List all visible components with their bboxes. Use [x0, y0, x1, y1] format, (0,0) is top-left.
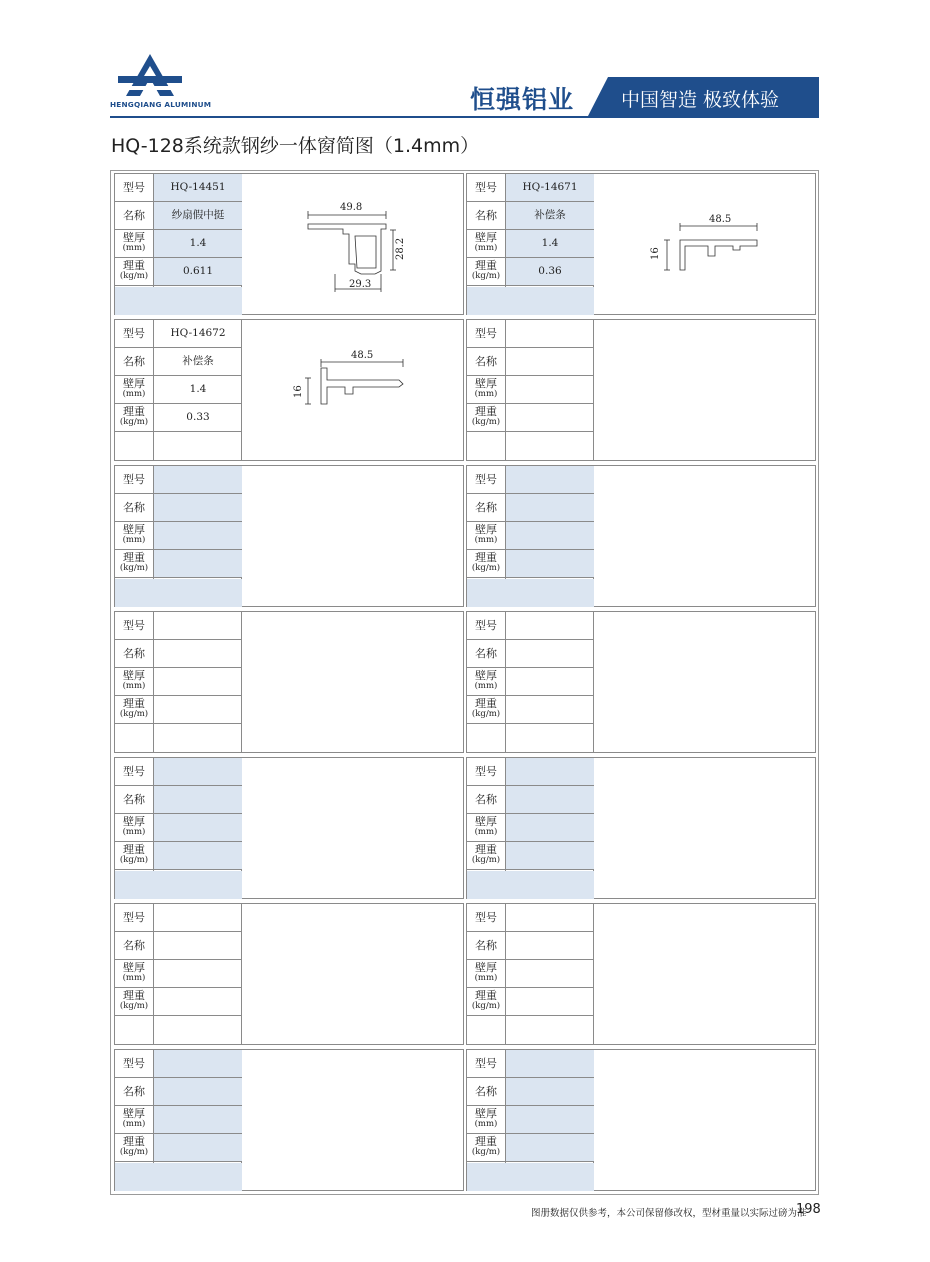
- model-label: 型号: [115, 904, 153, 932]
- profile-card: [466, 465, 816, 607]
- model-value: [506, 466, 594, 494]
- name-label: 名称: [115, 786, 153, 814]
- profile-drawing-area: [595, 174, 815, 314]
- model-value: [154, 1050, 242, 1078]
- model-label: 型号: [467, 612, 505, 640]
- model-value: [154, 612, 242, 640]
- thickness-label: 壁厚 (mm): [115, 814, 153, 842]
- thickness-label: 壁厚 (mm): [467, 668, 505, 696]
- model-value: [506, 758, 594, 786]
- thickness-value: [154, 1106, 242, 1134]
- blank-row: [467, 871, 594, 899]
- dim-width: 48.5: [709, 214, 732, 225]
- thickness-label: 壁厚 (mm): [467, 376, 505, 404]
- thickness-label: 壁厚 (mm): [467, 230, 505, 258]
- weight-value: [154, 842, 242, 870]
- dim-height: 16: [293, 385, 304, 398]
- model-label: 型号: [467, 1050, 505, 1078]
- model-value: [506, 320, 594, 348]
- profile-drawing-area: [595, 320, 815, 460]
- model-value: [506, 612, 594, 640]
- weight-label: 理重 (kg/m): [115, 404, 153, 432]
- page-title: HQ-128系统款钢纱一体窗简图（1.4mm）: [111, 135, 480, 157]
- label-column: [467, 904, 505, 1017]
- name-value: [154, 494, 242, 522]
- thickness-value: [506, 814, 594, 842]
- label-column: [115, 758, 153, 871]
- thickness-value: [506, 1106, 594, 1134]
- dim-height: 28.2: [395, 237, 406, 260]
- thickness-label: 壁厚 (mm): [467, 1106, 505, 1134]
- weight-label: 理重 (kg/m): [467, 258, 505, 286]
- weight-label: 理重 (kg/m): [115, 842, 153, 870]
- thickness-label: 壁厚 (mm): [115, 1106, 153, 1134]
- blank-row: [115, 725, 242, 753]
- model-label: 型号: [115, 758, 153, 786]
- name-value: [506, 932, 594, 960]
- model-value: HQ-14672: [154, 320, 242, 348]
- profile-drawing-area: [595, 466, 815, 606]
- weight-value: [506, 404, 594, 432]
- model-label: 型号: [115, 612, 153, 640]
- model-label: 型号: [115, 174, 153, 202]
- label-column: [115, 1050, 153, 1163]
- thickness-label: 壁厚 (mm): [467, 960, 505, 988]
- profile-card: [466, 903, 816, 1045]
- blank-row: [115, 287, 242, 315]
- blank-row: [115, 871, 242, 899]
- profile-card: [114, 173, 464, 315]
- profile-drawing-area: [243, 758, 463, 898]
- name-value: 补偿条: [506, 202, 594, 230]
- blank-row: [467, 287, 594, 315]
- profile-drawing-area: [243, 612, 463, 752]
- label-column: [115, 612, 153, 725]
- name-label: 名称: [115, 932, 153, 960]
- thickness-value: [154, 522, 242, 550]
- thickness-value: 1.4: [506, 230, 594, 258]
- name-value: [154, 786, 242, 814]
- profile-drawing-hq-14451: [243, 174, 463, 314]
- thickness-value: 1.4: [154, 230, 242, 258]
- weight-value: [154, 1134, 242, 1162]
- weight-value: [506, 696, 594, 724]
- blank-row: [467, 725, 594, 753]
- model-label: 型号: [467, 904, 505, 932]
- profile-drawing-area: [595, 758, 815, 898]
- model-label: 型号: [115, 466, 153, 494]
- model-value: [506, 904, 594, 932]
- label-column: [467, 174, 505, 287]
- model-value: [154, 758, 242, 786]
- profile-drawing-area: [595, 904, 815, 1044]
- name-label: 名称: [115, 640, 153, 668]
- name-value: [154, 1078, 242, 1106]
- thickness-value: [506, 960, 594, 988]
- model-value: HQ-14671: [506, 174, 594, 202]
- thickness-value: [506, 668, 594, 696]
- profile-card: [114, 757, 464, 899]
- model-value: [506, 1050, 594, 1078]
- label-column: [115, 174, 153, 287]
- name-label: 名称: [467, 786, 505, 814]
- weight-label: 理重 (kg/m): [115, 550, 153, 578]
- profile-drawing-hq-14672: [243, 320, 463, 460]
- label-column: [467, 612, 505, 725]
- profile-card: [114, 1049, 464, 1191]
- model-label: 型号: [115, 1050, 153, 1078]
- name-label: 名称: [115, 1078, 153, 1106]
- label-column: [467, 1050, 505, 1163]
- page-number: 198: [796, 1202, 821, 1217]
- thickness-value: 1.4: [154, 376, 242, 404]
- name-label: 名称: [467, 932, 505, 960]
- name-label: 名称: [467, 348, 505, 376]
- weight-value: [506, 1134, 594, 1162]
- name-value: [506, 786, 594, 814]
- label-column: [115, 320, 153, 433]
- profile-card: [466, 319, 816, 461]
- name-value: [506, 640, 594, 668]
- profile-drawing-area: [243, 320, 463, 460]
- name-value: [506, 494, 594, 522]
- weight-label: 理重 (kg/m): [115, 988, 153, 1016]
- name-label: 名称: [115, 202, 153, 230]
- weight-value: 0.33: [154, 404, 242, 432]
- profile-card: [466, 611, 816, 753]
- dim-width: 49.8: [340, 202, 363, 213]
- profile-drawing-area: [243, 174, 463, 314]
- profile-card: [466, 757, 816, 899]
- model-label: 型号: [467, 758, 505, 786]
- dim-width: 48.5: [351, 350, 374, 361]
- thickness-label: 壁厚 (mm): [115, 522, 153, 550]
- thickness-value: [506, 522, 594, 550]
- weight-label: 理重 (kg/m): [115, 696, 153, 724]
- model-value: [154, 466, 242, 494]
- profile-card: [114, 903, 464, 1045]
- name-label: 名称: [467, 202, 505, 230]
- weight-value: [154, 696, 242, 724]
- weight-value: 0.611: [154, 258, 242, 286]
- weight-value: [506, 550, 594, 578]
- blank-row: [467, 1017, 594, 1045]
- model-label: 型号: [467, 174, 505, 202]
- name-label: 名称: [115, 494, 153, 522]
- name-label: 名称: [467, 640, 505, 668]
- weight-value: [506, 842, 594, 870]
- weight-label: 理重 (kg/m): [467, 988, 505, 1016]
- model-value: HQ-14451: [154, 174, 242, 202]
- blank-row: [467, 579, 594, 607]
- model-label: 型号: [467, 466, 505, 494]
- label-column: [467, 320, 505, 433]
- profile-card: [466, 173, 816, 315]
- blank-row: [115, 579, 242, 607]
- name-label: 名称: [115, 348, 153, 376]
- profile-card: [114, 465, 464, 607]
- name-label: 名称: [467, 494, 505, 522]
- name-value: 补偿条: [154, 348, 242, 376]
- thickness-label: 壁厚 (mm): [467, 814, 505, 842]
- profile-drawing-area: [243, 904, 463, 1044]
- label-column: [115, 904, 153, 1017]
- blank-row: [115, 433, 242, 461]
- name-value: 纱扇假中挺: [154, 202, 242, 230]
- thickness-value: [154, 960, 242, 988]
- weight-label: 理重 (kg/m): [115, 258, 153, 286]
- model-label: 型号: [115, 320, 153, 348]
- thickness-value: [506, 376, 594, 404]
- profile-card: [114, 319, 464, 461]
- name-value: [154, 932, 242, 960]
- model-label: 型号: [467, 320, 505, 348]
- thickness-label: 壁厚 (mm): [115, 668, 153, 696]
- blank-row: [115, 1163, 242, 1191]
- thickness-label: 壁厚 (mm): [467, 522, 505, 550]
- brand-name: 恒强铝业: [470, 85, 575, 114]
- weight-value: [506, 988, 594, 1016]
- thickness-label: 壁厚 (mm): [115, 376, 153, 404]
- weight-value: [154, 550, 242, 578]
- profile-card: [114, 611, 464, 753]
- name-label: 名称: [467, 1078, 505, 1106]
- weight-label: 理重 (kg/m): [467, 550, 505, 578]
- weight-label: 理重 (kg/m): [467, 842, 505, 870]
- name-value: [506, 348, 594, 376]
- profile-drawing-area: [595, 612, 815, 752]
- weight-label: 理重 (kg/m): [467, 404, 505, 432]
- label-column: [467, 758, 505, 871]
- thickness-label: 壁厚 (mm): [115, 960, 153, 988]
- weight-value: 0.36: [506, 258, 594, 286]
- name-value: [154, 640, 242, 668]
- slogan-text: 中国智造 极致体验: [621, 89, 780, 111]
- footer-note: 图册数据仅供参考，本公司保留修改权，型材重量以实际过磅为准: [531, 1208, 807, 1219]
- label-column: [467, 466, 505, 579]
- thickness-value: [154, 814, 242, 842]
- profile-card: [466, 1049, 816, 1191]
- label-column: [115, 466, 153, 579]
- blank-row: [115, 1017, 242, 1045]
- dim-bottom: 29.3: [349, 279, 372, 290]
- blank-row: [467, 433, 594, 461]
- name-value: [506, 1078, 594, 1106]
- profile-drawing-area: [243, 466, 463, 606]
- weight-label: 理重 (kg/m): [467, 696, 505, 724]
- profile-drawing-area: [595, 1050, 815, 1190]
- logo-text: HENGQIANG ALUMINUM: [110, 100, 212, 109]
- weight-label: 理重 (kg/m): [115, 1134, 153, 1162]
- dim-height: 16: [650, 247, 661, 260]
- thickness-value: [154, 668, 242, 696]
- thickness-label: 壁厚 (mm): [115, 230, 153, 258]
- blank-row: [467, 1163, 594, 1191]
- weight-value: [154, 988, 242, 1016]
- profile-drawing-hq-14671: [595, 174, 815, 314]
- model-value: [154, 904, 242, 932]
- header-rule: [110, 116, 819, 118]
- weight-label: 理重 (kg/m): [467, 1134, 505, 1162]
- profile-drawing-area: [243, 1050, 463, 1190]
